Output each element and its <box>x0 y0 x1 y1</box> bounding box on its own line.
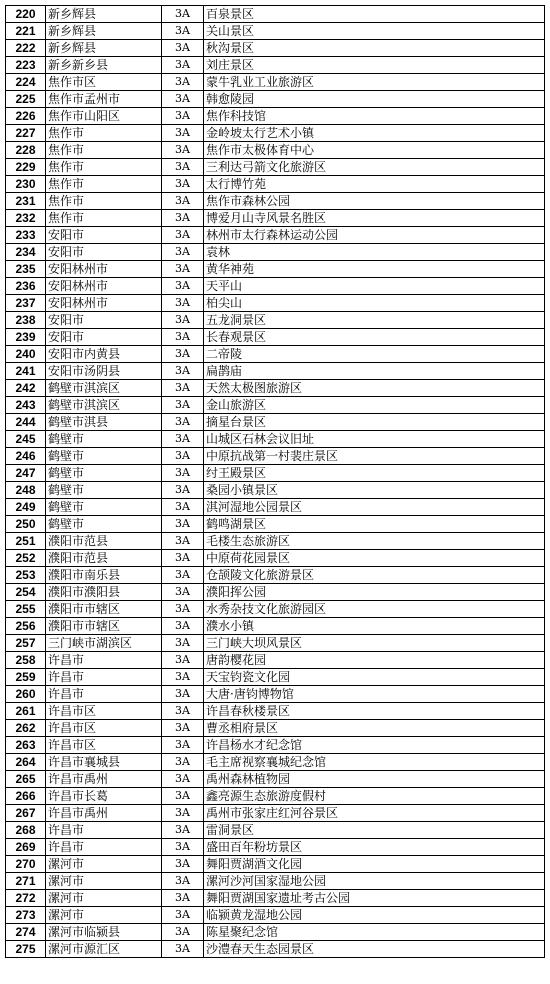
scenic-spot-name-cell: 雷洞景区 <box>204 822 545 839</box>
level-cell: 3A <box>162 856 204 873</box>
level-cell: 3A <box>162 397 204 414</box>
level-cell: 3A <box>162 125 204 142</box>
level-cell: 3A <box>162 142 204 159</box>
row-number-cell: 232 <box>6 210 46 227</box>
row-number-cell: 255 <box>6 601 46 618</box>
level-cell: 3A <box>162 805 204 822</box>
scenic-spot-name-cell: 临颍黄龙湿地公园 <box>204 907 545 924</box>
scenic-spot-name-cell: 天平山 <box>204 278 545 295</box>
scenic-spot-name-cell: 盛田百年粉坊景区 <box>204 839 545 856</box>
level-cell: 3A <box>162 618 204 635</box>
scenic-spot-name-cell: 唐韵樱花园 <box>204 652 545 669</box>
location-cell: 安阳市 <box>46 329 162 346</box>
scenic-spot-name-cell: 金山旅游区 <box>204 397 545 414</box>
location-cell: 新乡辉县 <box>46 23 162 40</box>
table-row <box>6 176 545 193</box>
table-row <box>6 74 545 91</box>
level-cell: 3A <box>162 839 204 856</box>
location-cell: 许昌市 <box>46 686 162 703</box>
row-number-cell: 270 <box>6 856 46 873</box>
location-cell: 许昌市 <box>46 839 162 856</box>
location-cell: 安阳市汤阴县 <box>46 363 162 380</box>
location-cell: 鹤壁市淇滨区 <box>46 397 162 414</box>
location-cell: 焦作市 <box>46 142 162 159</box>
row-number-cell: 221 <box>6 23 46 40</box>
location-cell: 焦作市 <box>46 210 162 227</box>
row-number-cell: 228 <box>6 142 46 159</box>
row-number-cell: 266 <box>6 788 46 805</box>
location-cell: 焦作市山阳区 <box>46 108 162 125</box>
level-cell: 3A <box>162 907 204 924</box>
level-cell: 3A <box>162 346 204 363</box>
level-cell: 3A <box>162 193 204 210</box>
table-row <box>6 6 545 23</box>
scenic-spot-name-cell: 黄华神苑 <box>204 261 545 278</box>
location-cell: 鹤壁市 <box>46 465 162 482</box>
location-cell: 许昌市 <box>46 669 162 686</box>
scenic-spot-name-cell: 许昌杨水才纪念馆 <box>204 737 545 754</box>
level-cell: 3A <box>162 159 204 176</box>
scenic-spot-name-cell: 沙澧春天生态园景区 <box>204 941 545 958</box>
location-cell: 安阳林州市 <box>46 295 162 312</box>
level-cell: 3A <box>162 890 204 907</box>
row-number-cell: 253 <box>6 567 46 584</box>
row-number-cell: 244 <box>6 414 46 431</box>
row-number-cell: 235 <box>6 261 46 278</box>
table-row <box>6 261 545 278</box>
table-row <box>6 346 545 363</box>
location-cell: 濮阳市范县 <box>46 550 162 567</box>
table-row <box>6 57 545 74</box>
level-cell: 3A <box>162 312 204 329</box>
location-cell: 濮阳市市辖区 <box>46 601 162 618</box>
scenic-spot-name-cell: 焦作市森林公园 <box>204 193 545 210</box>
table-row <box>6 754 545 771</box>
location-cell: 漯河市 <box>46 907 162 924</box>
table-row <box>6 805 545 822</box>
table-row <box>6 533 545 550</box>
level-cell: 3A <box>162 788 204 805</box>
location-cell: 漯河市临颍县 <box>46 924 162 941</box>
row-number-cell: 251 <box>6 533 46 550</box>
location-cell: 漯河市 <box>46 856 162 873</box>
row-number-cell: 252 <box>6 550 46 567</box>
scenic-spot-name-cell: 林州市太行森林运动公园 <box>204 227 545 244</box>
row-number-cell: 248 <box>6 482 46 499</box>
row-number-cell: 258 <box>6 652 46 669</box>
scenic-spot-name-cell: 舞阳贾湖国家遗址考古公园 <box>204 890 545 907</box>
row-number-cell: 265 <box>6 771 46 788</box>
row-number-cell: 267 <box>6 805 46 822</box>
table-row <box>6 40 545 57</box>
level-cell: 3A <box>162 278 204 295</box>
location-cell: 濮阳市范县 <box>46 533 162 550</box>
table-row <box>6 499 545 516</box>
scenic-spot-name-cell: 山城区石林会议旧址 <box>204 431 545 448</box>
row-number-cell: 240 <box>6 346 46 363</box>
level-cell: 3A <box>162 210 204 227</box>
location-cell: 濮阳市濮阳县 <box>46 584 162 601</box>
table-row <box>6 873 545 890</box>
row-number-cell: 254 <box>6 584 46 601</box>
scenic-spot-name-cell: 焦作市太极体育中心 <box>204 142 545 159</box>
scenic-spot-name-cell: 博爱月山寺风景名胜区 <box>204 210 545 227</box>
row-number-cell: 234 <box>6 244 46 261</box>
table-row <box>6 278 545 295</box>
row-number-cell: 230 <box>6 176 46 193</box>
scenic-spot-name-cell: 扁鹊庙 <box>204 363 545 380</box>
location-cell: 鹤壁市 <box>46 448 162 465</box>
row-number-cell: 238 <box>6 312 46 329</box>
scenic-spot-name-cell: 桑园小镇景区 <box>204 482 545 499</box>
location-cell: 安阳市 <box>46 244 162 261</box>
scenic-spot-name-cell: 秋沟景区 <box>204 40 545 57</box>
scenic-spot-name-cell: 天宝钧瓷文化园 <box>204 669 545 686</box>
table-row <box>6 720 545 737</box>
scenic-spot-name-cell: 蒙牛乳业工业旅游区 <box>204 74 545 91</box>
row-number-cell: 247 <box>6 465 46 482</box>
level-cell: 3A <box>162 57 204 74</box>
row-number-cell: 236 <box>6 278 46 295</box>
location-cell: 许昌市 <box>46 822 162 839</box>
location-cell: 许昌市禹州 <box>46 805 162 822</box>
scenic-spot-name-cell: 金岭坡太行艺术小镇 <box>204 125 545 142</box>
row-number-cell: 231 <box>6 193 46 210</box>
scenic-spot-name-cell: 刘庄景区 <box>204 57 545 74</box>
location-cell: 安阳林州市 <box>46 261 162 278</box>
level-cell: 3A <box>162 363 204 380</box>
location-cell: 安阳市内黄县 <box>46 346 162 363</box>
location-cell: 许昌市 <box>46 652 162 669</box>
table-row <box>6 941 545 958</box>
row-number-cell: 259 <box>6 669 46 686</box>
row-number-cell: 263 <box>6 737 46 754</box>
level-cell: 3A <box>162 40 204 57</box>
row-number-cell: 226 <box>6 108 46 125</box>
scenic-spot-name-cell: 纣王殿景区 <box>204 465 545 482</box>
location-cell: 焦作市区 <box>46 74 162 91</box>
row-number-cell: 243 <box>6 397 46 414</box>
scenic-spot-name-cell: 舞阳贾湖酒文化园 <box>204 856 545 873</box>
location-cell: 焦作市 <box>46 176 162 193</box>
level-cell: 3A <box>162 924 204 941</box>
scenic-spot-name-cell: 五龙洞景区 <box>204 312 545 329</box>
table-row <box>6 890 545 907</box>
level-cell: 3A <box>162 261 204 278</box>
row-number-cell: 269 <box>6 839 46 856</box>
table-row <box>6 142 545 159</box>
row-number-cell: 229 <box>6 159 46 176</box>
table-row <box>6 703 545 720</box>
table-row <box>6 788 545 805</box>
level-cell: 3A <box>162 584 204 601</box>
level-cell: 3A <box>162 635 204 652</box>
location-cell: 鹤壁市 <box>46 516 162 533</box>
row-number-cell: 239 <box>6 329 46 346</box>
row-number-cell: 257 <box>6 635 46 652</box>
table-row <box>6 516 545 533</box>
row-number-cell: 275 <box>6 941 46 958</box>
row-number-cell: 246 <box>6 448 46 465</box>
location-cell: 新乡新乡县 <box>46 57 162 74</box>
level-cell: 3A <box>162 567 204 584</box>
level-cell: 3A <box>162 6 204 23</box>
location-cell: 漯河市 <box>46 890 162 907</box>
location-cell: 濮阳市市辖区 <box>46 618 162 635</box>
location-cell: 焦作市孟州市 <box>46 91 162 108</box>
location-cell: 新乡辉县 <box>46 40 162 57</box>
table-row <box>6 635 545 652</box>
level-cell: 3A <box>162 720 204 737</box>
location-cell: 鹤壁市 <box>46 482 162 499</box>
level-cell: 3A <box>162 703 204 720</box>
location-cell: 许昌市长葛 <box>46 788 162 805</box>
table-row <box>6 414 545 431</box>
row-number-cell: 241 <box>6 363 46 380</box>
scenic-spot-name-cell: 濮阳挥公园 <box>204 584 545 601</box>
table-row <box>6 652 545 669</box>
table-row <box>6 363 545 380</box>
table-row <box>6 618 545 635</box>
location-cell: 安阳林州市 <box>46 278 162 295</box>
scenic-spots-table <box>5 5 545 958</box>
table-row <box>6 482 545 499</box>
table-row <box>6 23 545 40</box>
location-cell: 漯河市 <box>46 873 162 890</box>
scenic-spot-name-cell: 淇河湿地公园景区 <box>204 499 545 516</box>
level-cell: 3A <box>162 601 204 618</box>
location-cell: 许昌市区 <box>46 720 162 737</box>
level-cell: 3A <box>162 754 204 771</box>
row-number-cell: 223 <box>6 57 46 74</box>
level-cell: 3A <box>162 516 204 533</box>
table-row <box>6 669 545 686</box>
level-cell: 3A <box>162 448 204 465</box>
level-cell: 3A <box>162 431 204 448</box>
scenic-spot-name-cell: 长春观景区 <box>204 329 545 346</box>
scenic-spot-name-cell: 仓颉陵文化旅游景区 <box>204 567 545 584</box>
level-cell: 3A <box>162 74 204 91</box>
level-cell: 3A <box>162 329 204 346</box>
row-number-cell: 227 <box>6 125 46 142</box>
table-row <box>6 601 545 618</box>
scenic-spot-name-cell: 鑫亮源生态旅游度假村 <box>204 788 545 805</box>
table-row <box>6 312 545 329</box>
location-cell: 漯河市源汇区 <box>46 941 162 958</box>
level-cell: 3A <box>162 244 204 261</box>
table-row <box>6 924 545 941</box>
level-cell: 3A <box>162 652 204 669</box>
table-row <box>6 737 545 754</box>
table-row <box>6 227 545 244</box>
level-cell: 3A <box>162 533 204 550</box>
level-cell: 3A <box>162 550 204 567</box>
scenic-spot-name-cell: 禹州市张家庄红河谷景区 <box>204 805 545 822</box>
level-cell: 3A <box>162 108 204 125</box>
table-row <box>6 550 545 567</box>
table-row <box>6 567 545 584</box>
table-row <box>6 856 545 873</box>
scenic-spot-name-cell: 百泉景区 <box>204 6 545 23</box>
scenic-spot-name-cell: 摘星台景区 <box>204 414 545 431</box>
level-cell: 3A <box>162 482 204 499</box>
row-number-cell: 264 <box>6 754 46 771</box>
scenic-spot-name-cell: 中原抗战第一村裴庄景区 <box>204 448 545 465</box>
table-row <box>6 448 545 465</box>
location-cell: 焦作市 <box>46 159 162 176</box>
table-row <box>6 295 545 312</box>
scenic-spot-name-cell: 柏尖山 <box>204 295 545 312</box>
location-cell: 鹤壁市 <box>46 499 162 516</box>
scenic-spot-name-cell: 二帝陵 <box>204 346 545 363</box>
level-cell: 3A <box>162 227 204 244</box>
scenic-spot-name-cell: 陈星聚纪念馆 <box>204 924 545 941</box>
level-cell: 3A <box>162 176 204 193</box>
scenic-spot-name-cell: 大唐·唐钧博物馆 <box>204 686 545 703</box>
scenic-spot-name-cell: 鹤鸣湖景区 <box>204 516 545 533</box>
row-number-cell: 245 <box>6 431 46 448</box>
scenic-spot-name-cell: 许昌春秋楼景区 <box>204 703 545 720</box>
location-cell: 焦作市 <box>46 125 162 142</box>
row-number-cell: 272 <box>6 890 46 907</box>
location-cell: 安阳市 <box>46 227 162 244</box>
location-cell: 新乡辉县 <box>46 6 162 23</box>
level-cell: 3A <box>162 91 204 108</box>
scenic-spot-name-cell: 韩愈陵园 <box>204 91 545 108</box>
row-number-cell: 261 <box>6 703 46 720</box>
level-cell: 3A <box>162 380 204 397</box>
row-number-cell: 262 <box>6 720 46 737</box>
level-cell: 3A <box>162 822 204 839</box>
table-row <box>6 686 545 703</box>
table-row <box>6 159 545 176</box>
table-row <box>6 839 545 856</box>
row-number-cell: 260 <box>6 686 46 703</box>
level-cell: 3A <box>162 499 204 516</box>
scenic-spot-name-cell: 漯河沙河国家湿地公园 <box>204 873 545 890</box>
level-cell: 3A <box>162 771 204 788</box>
level-cell: 3A <box>162 737 204 754</box>
table-row <box>6 380 545 397</box>
table-row <box>6 822 545 839</box>
table-row <box>6 431 545 448</box>
scenic-spot-name-cell: 禹州森林植物园 <box>204 771 545 788</box>
row-number-cell: 242 <box>6 380 46 397</box>
level-cell: 3A <box>162 686 204 703</box>
level-cell: 3A <box>162 295 204 312</box>
table-row <box>6 244 545 261</box>
level-cell: 3A <box>162 465 204 482</box>
table-row <box>6 397 545 414</box>
table-row <box>6 193 545 210</box>
location-cell: 安阳市 <box>46 312 162 329</box>
table-row <box>6 907 545 924</box>
row-number-cell: 249 <box>6 499 46 516</box>
location-cell: 许昌市禹州 <box>46 771 162 788</box>
scenic-spot-name-cell: 水秀杂技文化旅游园区 <box>204 601 545 618</box>
row-number-cell: 237 <box>6 295 46 312</box>
location-cell: 鹤壁市 <box>46 431 162 448</box>
location-cell: 濮阳市南乐县 <box>46 567 162 584</box>
scenic-spot-name-cell: 三门峡大坝风景区 <box>204 635 545 652</box>
table-row <box>6 108 545 125</box>
level-cell: 3A <box>162 941 204 958</box>
scenic-spot-name-cell: 毛主席视察襄城纪念馆 <box>204 754 545 771</box>
row-number-cell: 274 <box>6 924 46 941</box>
location-cell: 许昌市区 <box>46 703 162 720</box>
location-cell: 鹤壁市淇滨区 <box>46 380 162 397</box>
row-number-cell: 268 <box>6 822 46 839</box>
scenic-spot-name-cell: 焦作科技馆 <box>204 108 545 125</box>
row-number-cell: 225 <box>6 91 46 108</box>
scenic-spot-name-cell: 天然太极图旅游区 <box>204 380 545 397</box>
location-cell: 鹤壁市淇县 <box>46 414 162 431</box>
row-number-cell: 220 <box>6 6 46 23</box>
scenic-spot-name-cell: 太行博竹苑 <box>204 176 545 193</box>
location-cell: 许昌市区 <box>46 737 162 754</box>
row-number-cell: 233 <box>6 227 46 244</box>
scenic-spot-name-cell: 关山景区 <box>204 23 545 40</box>
level-cell: 3A <box>162 873 204 890</box>
location-cell: 焦作市 <box>46 193 162 210</box>
scenic-spot-name-cell: 袁林 <box>204 244 545 261</box>
scenic-spot-name-cell: 曹丞相府景区 <box>204 720 545 737</box>
table-row <box>6 91 545 108</box>
table-row <box>6 465 545 482</box>
row-number-cell: 250 <box>6 516 46 533</box>
scenic-spot-name-cell: 毛楼生态旅游区 <box>204 533 545 550</box>
scenic-spot-name-cell: 三利达弓箭文化旅游区 <box>204 159 545 176</box>
location-cell: 三门峡市湖滨区 <box>46 635 162 652</box>
row-number-cell: 224 <box>6 74 46 91</box>
row-number-cell: 271 <box>6 873 46 890</box>
level-cell: 3A <box>162 414 204 431</box>
level-cell: 3A <box>162 669 204 686</box>
table-row <box>6 125 545 142</box>
table-row <box>6 329 545 346</box>
table-row <box>6 771 545 788</box>
row-number-cell: 273 <box>6 907 46 924</box>
location-cell: 许昌市襄城县 <box>46 754 162 771</box>
table-body <box>6 6 545 958</box>
level-cell: 3A <box>162 23 204 40</box>
table-row <box>6 210 545 227</box>
row-number-cell: 222 <box>6 40 46 57</box>
scenic-spot-name-cell: 濮水小镇 <box>204 618 545 635</box>
table-row <box>6 584 545 601</box>
scenic-spot-name-cell: 中原荷花园景区 <box>204 550 545 567</box>
row-number-cell: 256 <box>6 618 46 635</box>
